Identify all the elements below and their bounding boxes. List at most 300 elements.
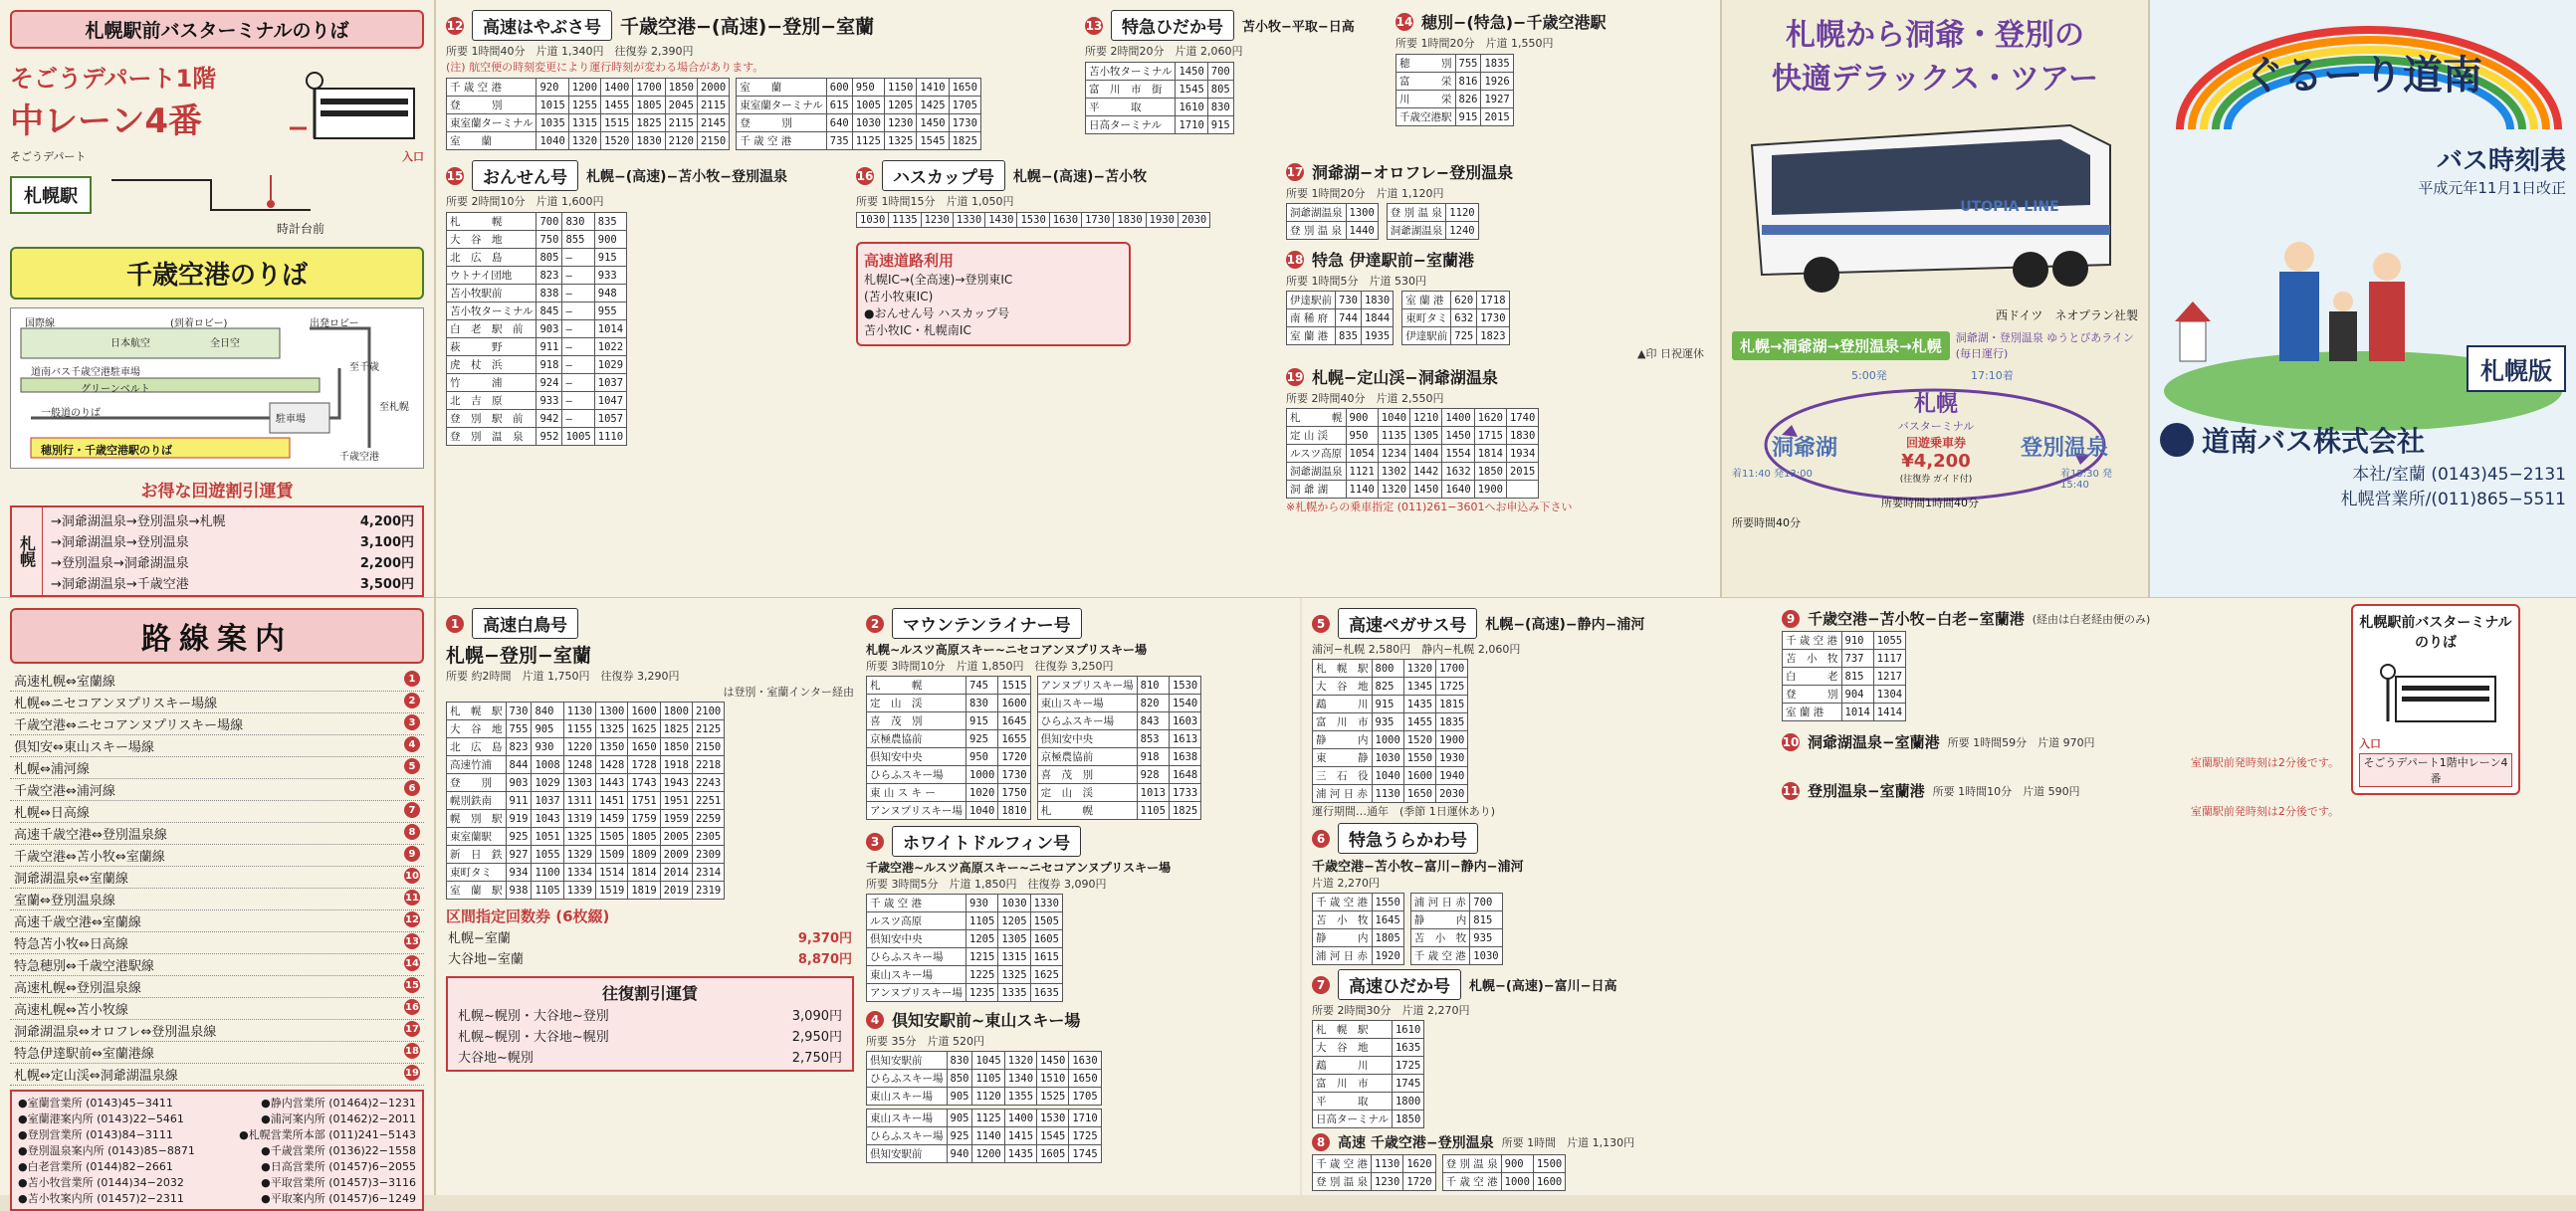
time-cell: 800 (1372, 660, 1403, 678)
stop-cell: 東室蘭駅 (447, 828, 507, 846)
route-list-name: 洞爺湖温泉⇔室蘭線 (14, 872, 128, 887)
stop-cell: 室 蘭 (447, 132, 537, 150)
table-row (1783, 650, 1906, 668)
route-list-item[interactable] (10, 1020, 424, 1042)
lane-label: 中レーン4番 (10, 101, 202, 141)
route-list-item[interactable] (10, 910, 424, 932)
time-cell: 830 (1207, 99, 1233, 116)
stop-cell: アンヌプリスキー場 (1037, 677, 1137, 695)
time-cell: 1248 (563, 756, 595, 774)
table-row (1313, 1057, 1424, 1075)
route-5-title: 札幌−(高速)−静内−浦河 (1485, 616, 1645, 633)
time-cell: 826 (1455, 91, 1481, 108)
bottom-mid-timetables (436, 598, 1300, 1195)
route-list-number: 12 (404, 911, 420, 927)
time-cell: 2015 (1506, 463, 1538, 481)
time-cell: 1505 (596, 828, 628, 846)
stop-cell: ウトナイ団地 (447, 267, 537, 285)
route-list-number: 6 (404, 780, 420, 796)
route-19-note: ※札幌からの乗車指定 (011)261−3601へお申込み下さい (1286, 501, 1573, 513)
time-cell: 844 (506, 756, 532, 774)
route-12 (446, 6, 1073, 150)
table-row (447, 792, 725, 810)
time-cell: 1210 (1410, 409, 1442, 427)
time-cell: 1130 (563, 703, 595, 720)
route-2-table-in (1037, 676, 1202, 820)
time-cell: 915 (1207, 116, 1233, 134)
time-cell: 1705 (949, 97, 980, 114)
time-cell: 1745 (1392, 1075, 1423, 1093)
route-17-meta: 所要 1時間20分 片道 1,120円 (1286, 187, 1444, 200)
time-cell: 1509 (596, 846, 628, 864)
route-1-round-box (446, 976, 854, 1072)
express-box-line-1: 札幌IC→(全高速)→登別東IC (864, 273, 1013, 287)
time-cell: 1414 (1873, 704, 1905, 721)
time-cell: 1525 (1037, 1088, 1069, 1106)
stop-cell: 登 別 温 泉 (1442, 1155, 1501, 1173)
route-6-meta: 片道 2,270円 (1312, 877, 1380, 890)
route-list-number: 1 (404, 671, 420, 687)
route-16-table (856, 212, 1210, 228)
time-cell: 1300 (1346, 204, 1378, 222)
time-cell: 1035 (537, 114, 568, 132)
time-cell: 1305 (1410, 427, 1442, 445)
stop-cell: 東 静 (1313, 749, 1373, 767)
table-row (447, 320, 627, 338)
time-cell: 632 (1451, 309, 1477, 327)
stop-cell: 萩 野 (447, 338, 537, 356)
time-cell: 911 (506, 792, 532, 810)
time-cell: 1255 (568, 97, 600, 114)
table-row (1313, 713, 1468, 731)
office-row (18, 1158, 416, 1174)
route-1-round-title: 往復割引運賃 (601, 984, 698, 1003)
sogo-box-label: そごうデパート1階中レーン4番 (2359, 753, 2512, 787)
tour-time-right: 着15:30 発15:40 (2060, 469, 2112, 491)
time-cell: 1710 (1069, 1110, 1101, 1127)
time-cell: 1603 (1169, 712, 1200, 730)
stop-cell: 札 幌 駅 (447, 703, 507, 720)
time-cell: 1037 (594, 374, 626, 392)
stop-cell: 倶知安中央 (1037, 730, 1137, 748)
cover-title: ぐるーり道南 (2244, 52, 2482, 99)
time-cell: 830 (562, 213, 594, 231)
office-left: ●苫小牧案内所 (01457)2−2311 (18, 1192, 184, 1205)
route-list-item[interactable] (10, 867, 424, 889)
table-row (1313, 660, 1468, 678)
stop-cell: 鵡 川 (1313, 1057, 1393, 1075)
time-cell: 1105 (532, 882, 563, 900)
route-13-table (1085, 62, 1234, 134)
table-row (1287, 309, 1394, 327)
time-cell: 1610 (1392, 1021, 1423, 1039)
time-cell: 1014 (1841, 704, 1873, 721)
stop-cell: 穂 別 (1396, 55, 1456, 73)
route-list-item[interactable] (10, 670, 424, 692)
time-cell: 735 (826, 132, 852, 150)
table-row (737, 79, 981, 97)
table-row (867, 712, 1031, 730)
route-list-number: 16 (404, 999, 420, 1015)
time-cell: 2000 (697, 79, 729, 97)
office-right: ●浦河案内所 (01462)2−2011 (261, 1112, 416, 1125)
table-row (1442, 1155, 1566, 1173)
time-cell: — (562, 338, 594, 356)
time-cell: 1205 (966, 930, 998, 948)
stop-cell: アンヌプリスキー場 (867, 984, 966, 1002)
office-row (18, 1190, 416, 1206)
route-16-meta: 所要 1時間15分 片道 1,050円 (856, 195, 1014, 208)
time-cell: 820 (1137, 695, 1169, 712)
table-row (1402, 309, 1509, 327)
table-row (1037, 677, 1201, 695)
time-cell: 1045 (972, 1052, 1004, 1070)
time-cell: 1830 (1361, 292, 1393, 309)
route-list-name: 高速千歳空港⇔室蘭線 (14, 915, 141, 930)
stop-cell: 静 内 (1313, 929, 1373, 947)
office-left: ●室蘭港案内所 (0143)22−5461 (18, 1112, 184, 1125)
route-list-number: 18 (404, 1043, 420, 1059)
time-cell: 1810 (998, 802, 1030, 820)
stop-cell: 定 山 渓 (867, 695, 966, 712)
time-cell: 1415 (1004, 1127, 1036, 1145)
route-list-item[interactable] (10, 801, 424, 823)
route-1-meta: 所要 約2時間 片道 1,750円 往復券 3,290円 (446, 670, 680, 683)
table-row (1313, 678, 1468, 696)
cover-company: 道南バス株式会社 (2202, 425, 2426, 458)
time-cell: 925 (506, 828, 532, 846)
route-13-name: 特急ひだか号 (1111, 10, 1234, 41)
table-row (447, 738, 725, 756)
time-cell: 1720 (998, 748, 1030, 766)
time-cell: 1442 (1410, 463, 1442, 481)
time-cell: 1225 (966, 966, 998, 984)
table-row (1287, 292, 1394, 309)
time-cell: 1615 (1030, 948, 1062, 966)
table-row (447, 114, 730, 132)
time-cell: 1830 (1114, 213, 1146, 228)
stop-cell: 定 山 渓 (1037, 784, 1137, 802)
table-row (1287, 409, 1539, 427)
route-12-title: 千歳空港−(高速)−登別−室蘭 (620, 16, 875, 38)
route-list-number: 2 (404, 693, 420, 708)
routes-5-8 (1312, 604, 1770, 1191)
route-list-item[interactable] (10, 932, 424, 954)
time-cell: 1620 (1403, 1155, 1435, 1173)
route-1-ticket-1-price: 9,370円 (797, 931, 852, 946)
table-row (447, 213, 627, 231)
time-cell: 1319 (563, 810, 595, 828)
stop-cell: 虎 杖 浜 (447, 356, 537, 374)
tour-tagline-2: 快適デラックス・ツアー (1771, 62, 2099, 97)
route-14 (1395, 6, 1694, 150)
route-1-ticket-title: 区間指定回数券 (6枚綴) (446, 908, 610, 925)
route-list-number: 10 (404, 868, 420, 884)
cover-date: 平成元年11月1日改正 (2418, 179, 2566, 197)
table-row (867, 677, 1031, 695)
fare-box (10, 505, 424, 597)
route-list-item[interactable] (10, 1042, 424, 1064)
route-list-name: 高速札幌⇔苫小牧線 (14, 1003, 128, 1018)
route-12-table-in (736, 78, 981, 150)
time-cell: 1725 (1069, 1127, 1101, 1145)
table-row (1783, 632, 1906, 650)
time-cell: 924 (537, 374, 562, 392)
route-14-name: 穂別−(特急)−千歳空港駅 (1421, 13, 1607, 32)
time-cell: 910 (1841, 632, 1873, 650)
route-3-name: ホワイトドルフィン号 (892, 826, 1081, 857)
sogo-box-entrance: 入口 (2359, 737, 2381, 750)
map-route-line (111, 170, 330, 220)
table-row (1086, 116, 1234, 134)
table-row (447, 774, 725, 792)
route-10-number: 10 (1782, 734, 1800, 749)
time-cell: 1545 (917, 132, 949, 150)
route-2-title: 札幌∼ルスツ高原スキー∼ニセコアンヌプリスキー場 (866, 643, 1148, 657)
tour-time-top-left: 5:00発 (1851, 369, 1887, 382)
route-2-meta: 所要 3時間10分 片道 1,850円 往復券 3,250円 (866, 660, 1114, 673)
time-cell: 1520 (1403, 731, 1435, 749)
stop-cell: 平 取 (1086, 99, 1176, 116)
table-row (737, 114, 981, 132)
time-cell: 925 (966, 730, 998, 748)
route-list-item[interactable] (10, 954, 424, 976)
express-box-line-2: (苫小牧東IC) (864, 290, 934, 303)
cover-edition: 札幌版 (2467, 345, 2566, 392)
fare-from: 札幌 (12, 507, 43, 595)
time-cell: 1217 (1873, 668, 1905, 686)
route-19-table (1286, 408, 1539, 499)
route-16-name: ハスカップ号 (882, 160, 1005, 191)
route-16 (856, 156, 1274, 514)
table-row (1313, 929, 1404, 947)
table-row (447, 97, 730, 114)
time-cell: 1835 (1436, 713, 1468, 731)
time-cell: 1105 (966, 912, 998, 930)
route-list-item[interactable] (10, 998, 424, 1020)
route-1-round-1-route: 札幌∼幌別・大谷地∼登別 (458, 1009, 609, 1024)
time-cell: 1730 (1082, 213, 1114, 228)
time-cell: 2145 (697, 114, 729, 132)
stop-cell: 室 蘭 (737, 79, 826, 97)
time-cell: 615 (826, 97, 852, 114)
bus-caption: 西ドイツ ネオプラン社製 (1995, 308, 2138, 322)
time-cell: 1030 (998, 895, 1030, 912)
table-row (1313, 785, 1468, 803)
table-row (447, 267, 627, 285)
table-row (1313, 1155, 1436, 1173)
route-list-item[interactable] (10, 823, 424, 845)
route-list-item[interactable] (10, 713, 424, 735)
time-cell: 900 (594, 231, 626, 249)
stop-cell: 東山スキー場 (1037, 695, 1137, 712)
office-left: ●苫小牧営業所 (0144)34−2032 (18, 1176, 184, 1189)
route-list-item[interactable] (10, 735, 424, 757)
route-8-number: 8 (1312, 1133, 1330, 1151)
stop-cell: 喜 茂 別 (1037, 766, 1137, 784)
time-cell: 1450 (1176, 63, 1207, 81)
time-cell: 1030 (1470, 947, 1502, 965)
time-cell: 1055 (532, 846, 563, 864)
time-cell: 1200 (568, 79, 600, 97)
office-right: ●静内営業所 (01464)2−1231 (261, 1097, 416, 1110)
route-list-item[interactable] (10, 976, 424, 998)
time-cell: 2014 (660, 864, 692, 882)
time-cell: 838 (537, 285, 562, 303)
table-row (1037, 695, 1201, 712)
time-cell: 750 (537, 231, 562, 249)
time-cell: 1745 (1069, 1145, 1101, 1163)
time-cell: 1648 (1169, 766, 1200, 784)
table-row (867, 984, 1063, 1002)
stop-cell: 東山スキー場 (867, 966, 966, 984)
time-cell: 745 (966, 677, 998, 695)
route-list-number: 15 (404, 977, 420, 993)
express-box (856, 242, 1131, 346)
time-cell: 1205 (998, 912, 1030, 930)
route-15-table (446, 212, 627, 446)
time-cell: 1825 (1169, 802, 1200, 820)
route-list-number: 4 (404, 736, 420, 752)
table-row (1287, 445, 1539, 463)
time-cell: 1040 (1372, 767, 1403, 785)
time-cell: 1510 (1037, 1070, 1069, 1088)
time-cell: 918 (537, 356, 562, 374)
time-cell: 1805 (633, 97, 665, 114)
time-cell: 744 (1336, 309, 1362, 327)
airport-label-hobetsu-stop: 穂別行・千歳空港駅のりば (41, 444, 172, 457)
table-row (867, 730, 1031, 748)
time-cell: 905 (532, 720, 563, 738)
time-cell: 855 (562, 231, 594, 249)
time-cell: 850 (947, 1070, 972, 1088)
stop-cell: 大 谷 地 (447, 720, 507, 738)
time-cell: 1120 (1446, 204, 1478, 222)
time-cell: 2150 (697, 132, 729, 150)
time-cell: 1730 (998, 766, 1030, 784)
time-cell: 1514 (596, 864, 628, 882)
time-cell: 1600 (1533, 1173, 1565, 1191)
time-cell: 1830 (633, 132, 665, 150)
time-cell: 1055 (1873, 632, 1905, 650)
stop-cell: 洞爺湖温泉 (1287, 463, 1347, 481)
route-list-item[interactable] (10, 889, 424, 910)
stop-cell: 登 別 温 泉 (1387, 204, 1446, 222)
time-cell: 805 (537, 249, 562, 267)
table-row (1287, 481, 1539, 499)
time-cell: 919 (506, 810, 532, 828)
route-list-number: 8 (404, 824, 420, 840)
time-cell: 1430 (985, 213, 1017, 228)
stop-cell: 大 谷 地 (1313, 1039, 1393, 1057)
route-list-item[interactable] (10, 779, 424, 801)
time-cell: 2115 (697, 97, 729, 114)
route-list-item[interactable] (10, 757, 424, 779)
route-1-round-3-price: 2,750円 (791, 1051, 842, 1066)
time-cell: 1600 (1403, 767, 1435, 785)
time-cell: 823 (506, 738, 532, 756)
stop-cell: 白 老 駅 前 (447, 320, 537, 338)
stop-cell: ひらふスキー場 (867, 1127, 948, 1145)
tour-loop-center: 札幌 (1913, 392, 1958, 417)
route-1-number: 1 (446, 615, 464, 633)
stop-cell: 苫 小 牧 (1410, 929, 1470, 947)
time-cell: 900 (1501, 1155, 1533, 1173)
airport-label-parking-donan: 道南バス千歳空港駐車場 (31, 367, 140, 378)
time-cell: 1350 (596, 738, 628, 756)
route-15-name: おんせん号 (472, 160, 578, 191)
time-cell: 1410 (917, 79, 949, 97)
bus-illustration (1732, 105, 2130, 304)
express-box-line-3: ●おんせん号 ハスカップ号 (864, 306, 1010, 320)
stop-cell: 登 別 温 泉 (1287, 222, 1347, 240)
time-cell: — (562, 303, 594, 320)
route-1 (446, 604, 854, 1163)
time-cell: 1700 (633, 79, 665, 97)
route-list-item[interactable] (10, 692, 424, 713)
time-cell: 1130 (1372, 1155, 1403, 1173)
time-cell: 1230 (885, 114, 917, 132)
offices-list (10, 1090, 424, 1211)
time-cell: 725 (1451, 327, 1477, 345)
route-list-item[interactable] (10, 845, 424, 867)
stop-cell: 千 歳 空 港 (737, 132, 826, 150)
stop-cell: 東町タミ (1402, 309, 1451, 327)
route-1-ticket-2-price: 8,870円 (797, 952, 852, 967)
route-list-number: 3 (404, 714, 420, 730)
time-cell: 1850 (1392, 1110, 1423, 1128)
stop-cell: 千 歳 空 港 (867, 895, 966, 912)
route-list-item[interactable] (10, 1064, 424, 1086)
route-2-number: 2 (866, 615, 884, 633)
time-cell: 903 (537, 320, 562, 338)
table-row (1313, 911, 1404, 929)
table-row (1396, 55, 1514, 73)
table-row (867, 766, 1031, 784)
office-row (18, 1142, 416, 1158)
time-cell: 1135 (889, 213, 921, 228)
table-row (1313, 731, 1468, 749)
time-cell: 1400 (601, 79, 633, 97)
stop-cell: 登 別 (1783, 686, 1842, 704)
time-cell: 815 (1841, 668, 1873, 686)
sogo-box-title: 札幌駅前バスターミナルのりば (2359, 615, 2512, 651)
table-row (1313, 1021, 1424, 1039)
time-cell: 1605 (1030, 930, 1062, 948)
route-16-title: 札幌−(高速)−苫小牧 (1012, 168, 1148, 185)
fare-route: →登別温泉→洞爺湖温泉 (51, 556, 189, 571)
time-cell: 1900 (1474, 481, 1506, 499)
routes-2-4 (866, 604, 1284, 1163)
airport-label-jal: 日本航空 (110, 338, 150, 349)
route-2-table-out (866, 676, 1031, 820)
map-panel-title: 札幌駅前バスターミナルのりば (10, 10, 424, 49)
stop-cell: 登 別 温 泉 (447, 428, 537, 446)
route-1-name: 高速白鳥号 (472, 608, 578, 639)
time-cell: 1022 (594, 338, 626, 356)
stop-cell: 札 幌 駅 (1313, 660, 1373, 678)
time-cell: 2005 (660, 828, 692, 846)
stop-cell: 京極農協前 (867, 730, 966, 748)
stop-cell: 東室蘭ターミナル (737, 97, 826, 114)
route-1-ticket-2-route: 大谷地−室蘭 (448, 952, 524, 967)
tour-banner: 札幌→洞爺湖→登別温泉→札幌 (1732, 331, 1950, 360)
table-row (447, 703, 725, 720)
route-14-number: 14 (1395, 14, 1413, 29)
time-cell: 1005 (562, 428, 594, 446)
route-4-number: 4 (866, 1011, 884, 1029)
route-17-table-out (1286, 203, 1379, 240)
